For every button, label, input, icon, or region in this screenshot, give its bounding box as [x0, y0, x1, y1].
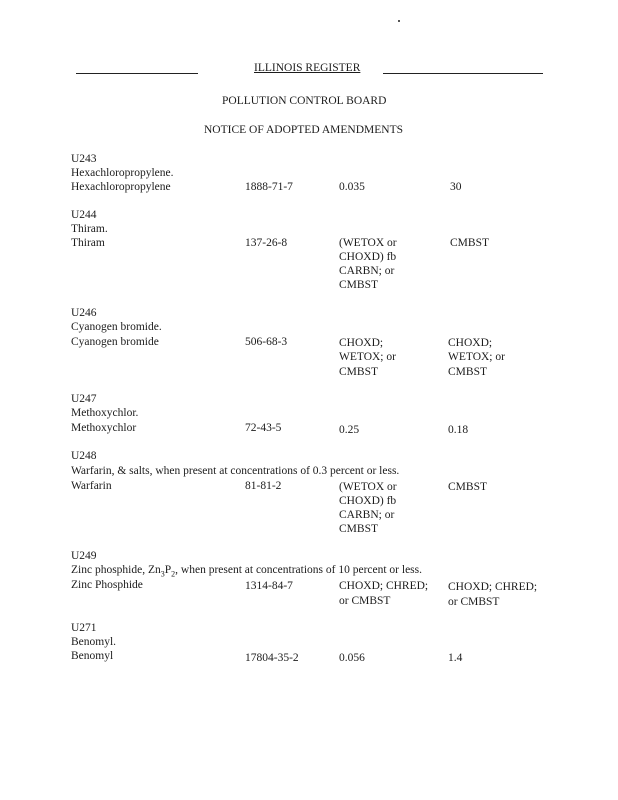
entry-wastewater-standard: WETOX; or: [339, 351, 396, 363]
entry-code: U249: [71, 550, 97, 562]
entry-description: Zinc phosphide, $Zn_3P_2$, when present at concentrations of 10 percent or less.: [71, 564, 423, 579]
register-title: ILLINOIS REGISTER: [254, 62, 361, 74]
entry-nonwastewater-standard: CHOXD;: [448, 337, 493, 349]
entry-cas-number: 17804-35-2: [245, 652, 299, 664]
entry-description: Methoxychlor.: [71, 407, 139, 419]
entry-wastewater-standard: CMBST: [339, 523, 378, 535]
entry-description: Cyanogen bromide.: [71, 321, 162, 333]
entry-name: Zinc Phosphide: [71, 579, 143, 591]
entry-nonwastewater-standard: CMBST: [448, 366, 487, 378]
scan-speck: [398, 20, 400, 22]
entry-cas-number: 72-43-5: [245, 422, 282, 434]
entry-nonwastewater-standard: WETOX; or: [448, 351, 505, 363]
entry-cas-number: 1888-71-7: [245, 181, 293, 193]
entry-wastewater-standard: CHOXD) fb: [339, 495, 397, 507]
entry-nonwastewater-standard: CMBST: [450, 237, 489, 249]
entry-name: Cyanogen bromide: [71, 336, 159, 348]
header-rule-right: [383, 73, 543, 74]
entry-wastewater-standard: (WETOX or: [339, 237, 397, 249]
entry-wastewater-standard: CARBN; or: [339, 509, 395, 521]
entry-wastewater-standard: 0.056: [339, 652, 365, 664]
entry-name: Thiram: [71, 237, 105, 249]
board-title: POLLUTION CONTROL BOARD: [222, 95, 387, 107]
entry-name: Benomyl: [71, 650, 114, 662]
entry-wastewater-standard: 0.25: [339, 424, 360, 436]
entry-wastewater-standard: (WETOX or: [339, 481, 397, 493]
entry-cas-number: 81-81-2: [245, 480, 282, 492]
entry-description: Benomyl.: [71, 636, 117, 648]
entry-nonwastewater-standard: 30: [450, 181, 462, 193]
entry-description: Hexachloropropylene.: [71, 167, 174, 179]
entry-name: Hexachloropropylene: [71, 181, 171, 193]
entry-wastewater-standard: CHOXD;: [339, 337, 384, 349]
entry-description: Warfarin, & salts, when present at concentrations of 0.3 percent or less.: [71, 465, 400, 477]
entry-nonwastewater-standard: 1.4: [448, 652, 463, 664]
entry-wastewater-standard: CHOXD) fb: [339, 251, 397, 263]
entry-cas-number: 1314-84-7: [245, 580, 293, 592]
notice-title: NOTICE OF ADOPTED AMENDMENTS: [204, 124, 404, 136]
entry-nonwastewater-standard: CHOXD; CHRED;: [448, 581, 538, 593]
entry-name: Methoxychlor: [71, 422, 137, 434]
entry-wastewater-standard: CARBN; or: [339, 265, 395, 277]
entry-code: U248: [71, 450, 97, 462]
entry-nonwastewater-standard: or CMBST: [448, 596, 500, 608]
entry-code: U246: [71, 307, 97, 319]
entry-code: U244: [71, 209, 97, 221]
entry-cas-number: 506-68-3: [245, 336, 288, 348]
entry-wastewater-standard: CMBST: [339, 279, 378, 291]
entry-wastewater-standard: CHOXD; CHRED;: [339, 580, 429, 592]
entry-cas-number: 137-26-8: [245, 237, 288, 249]
entry-wastewater-standard: 0.035: [339, 181, 365, 193]
entry-description: Thiram.: [71, 223, 108, 235]
entry-code: U243: [71, 153, 97, 165]
entry-code: U271: [71, 622, 97, 634]
entry-code: U247: [71, 393, 97, 405]
header-rule-left: [76, 73, 198, 74]
entry-nonwastewater-standard: CMBST: [448, 481, 487, 493]
entry-nonwastewater-standard: 0.18: [448, 424, 469, 436]
entry-wastewater-standard: or CMBST: [339, 595, 391, 607]
entry-wastewater-standard: CMBST: [339, 366, 378, 378]
entry-name: Warfarin: [71, 480, 112, 492]
